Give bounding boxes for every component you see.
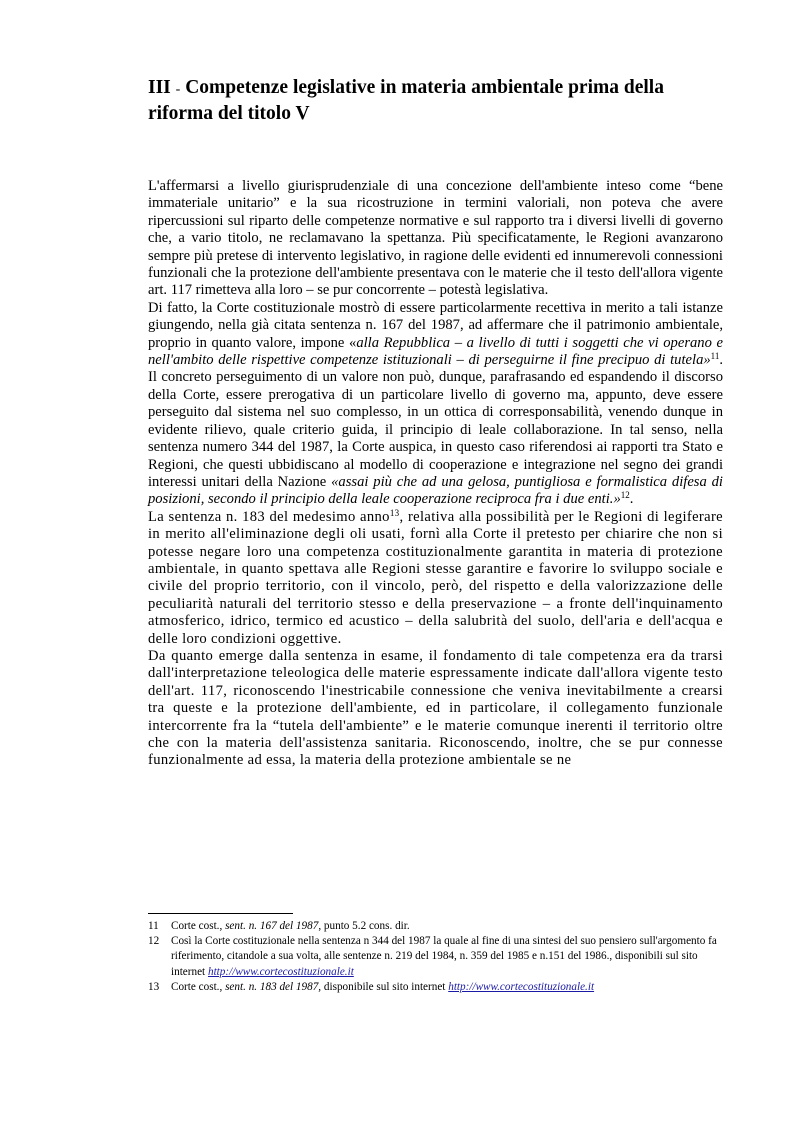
footnote-citation: sent. n. 183 del 1987,	[225, 980, 322, 993]
footnote-body	[171, 919, 723, 934]
footnote-link[interactable]: http://www.cortecostituzionale.it	[207, 965, 354, 978]
paragraph-2-text-c: .	[629, 491, 634, 508]
footnote-body	[171, 980, 723, 995]
footnote-ref-12[interactable]: 12	[620, 490, 630, 501]
footnote-number: 13	[148, 980, 160, 993]
heading-dash: -	[175, 82, 181, 97]
footnote-text: disponibile sul sito internet	[321, 980, 449, 993]
quote-sentence-167: alla Repubblica – a livello di tutti i soggetti che vi operano e nell'ambito delle rispettive competenze istituzionali – di perseguirne il fine precipuo di tutela»	[148, 334, 723, 369]
footnote-text: Così la Corte costituzionale nella sentenza n 344 del 1987 la quale al fine di una sintesi del suo pensiero sull'argomento fa riferimento, citandole a sua volta, alle sentenze n. 219 del 1984, n. 359 del 1985 e n.151 del 1986., disponibili sul sito internet	[171, 935, 717, 978]
footnote-ref-11[interactable]: 11	[710, 351, 720, 362]
footnote-separator	[148, 913, 293, 914]
footnote-text: Corte cost.,	[171, 920, 226, 932]
footnote-number: 12	[148, 935, 160, 948]
footnote-link[interactable]: http://www.cortecostituzionale.it	[448, 980, 595, 993]
footnote-11	[148, 919, 723, 934]
footnote-12	[148, 934, 723, 980]
paragraph-1: L'affermarsi a livello giurisprudenziale di una concezione dell'ambiente inteso come “bene immateriale unitario” e la sua ricostruzione in termini valoriali, non poteva che avere ripercussioni sul riparto delle competenze normative e sul rapporto tra i diversi livelli di governo che, a vario titolo, ne reclamavano la spettanza. Più specificatamente, le Regioni avanzarono sempre più pretese di intervento legislativo, in ragione delle evidenti ed innumerevoli connessioni funzionali che la protezione dell'ambiente presentava con le materie che il testo dell'allora vigente art. 117 rimetteva alla loro – se pur concorrente – potestà legislativa.	[148, 178, 723, 299]
footnotes	[148, 919, 723, 995]
paragraph-3	[148, 509, 723, 648]
footnote-citation: sent. n. 167 del 1987	[225, 920, 319, 932]
footnote-body	[171, 934, 723, 980]
paragraph-3-text-b: , relativa alla possibilità per le Regioni di legiferare in merito all'eliminazione degli oli usati, fornì alla Corte il pretesto per chiarire che non si potesse negare loro una competenza costituzionalmente garantita in materia di protezione ambientale, in quanto spettava alle Regioni stesse garantire e favorire lo sviluppo sociale e civile del proprio territorio, con il vincolo, però, del rispetto e della valorizzazione delle peculiarità naturali del territorio stesso e della preservazione – a fronte dell'inquinamento atmosferico, idrico, termico ed acustico – della salubrità del suolo, dell'aria e dell'acqua e delle loro condizioni oggettive.	[148, 508, 723, 647]
paragraph-4: Da quanto emerge dalla sentenza in esame, il fondamento di tale competenza era da trarsi dall'interpretazione teleologica delle materie espressamente indicate dall'allora vigente testo dell'art. 117, riconoscendo l'inestricabile connessione che veniva inevitabilmente a crearsi tra queste e la protezione dell'ambiente, ed in particolare, il collegamento funzionale intercorrente fra la “tutela dell'ambiente” e le materie comunque inerenti il territorio oltre che con la materia dell'assistenza sanitaria. Riconoscendo, inoltre, che se pur connesse funzionalmente ad essa, la materia della protezione ambientale se ne	[148, 647, 723, 769]
footnote-13	[148, 980, 723, 995]
section-numeral: III	[148, 77, 171, 98]
paragraph-2	[148, 300, 723, 509]
paragraph-2-text-b: . Il concreto perseguimento di un valore non può, dunque, parafrasando ed espandendo il discorso della Corte, essere prerogativa di un particolare livello di governo ma, appunto, deve essere perseguito dal sistema nel suo complesso, in un ottica di corresponsabilità, venendo dunque in evidente rilievo, quale criterio guida, il principio di leale collaborazione. In tal senso, nella sentenza numero 344 del 1987, la Corte auspica, in questo caso riferendosi ai rapporti tra Stato e Regioni, che questi ubbidiscano al modello di cooperazione e integrazione nel segno dei grandi interessi unitari della Nazione	[148, 352, 723, 490]
footnote-number: 11	[148, 920, 159, 932]
footnote-text: Corte cost.,	[171, 980, 226, 993]
footnote-ref-13[interactable]: 13	[389, 507, 400, 518]
section-title: Competenze legislative in materia ambientale prima della riforma del titolo V	[148, 77, 664, 124]
footnote-text: , punto 5.2 cons. dir.	[318, 920, 410, 932]
quote-sentence-344: «assai più che ad una gelosa, puntigliosa e formalistica difesa di posizioni, secondo il principio della leale cooperazione reciproca fra i due enti.»	[148, 473, 723, 508]
body-text	[148, 178, 723, 770]
paragraph-2-text-a: Di fatto, la Corte costituzionale mostrò di essere particolarmente recettiva in merito a tali istanze giungendo, nella già citata sentenza n. 167 del 1987, ad affermare che il patrimonio ambientale, proprio in quanto valore, impone «	[148, 299, 723, 351]
paragraph-3-text-a: La sentenza n. 183 del medesimo anno	[148, 508, 390, 525]
section-heading	[148, 76, 723, 126]
